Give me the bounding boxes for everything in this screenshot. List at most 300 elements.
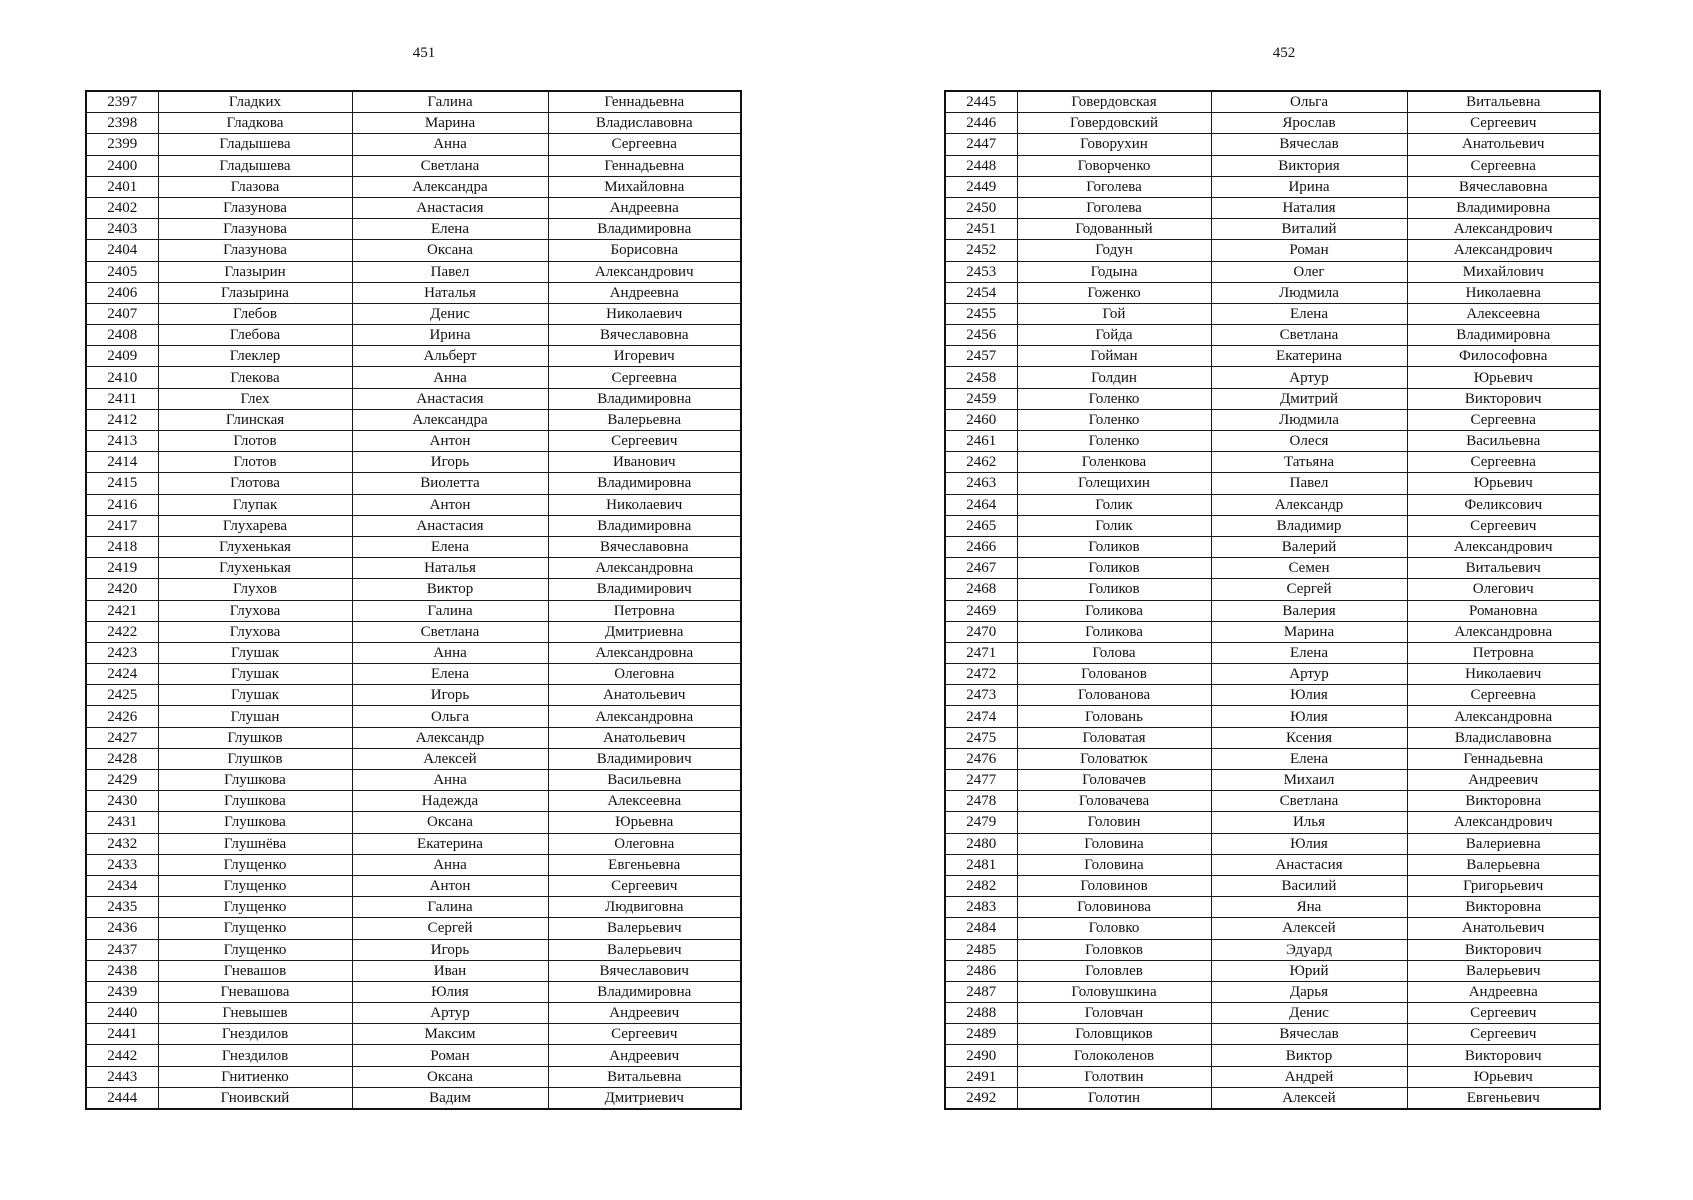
first-name-cell: Анна bbox=[352, 134, 548, 155]
patronymic-cell: Юрьевич bbox=[1407, 367, 1600, 388]
record-number-cell: 2399 bbox=[86, 134, 158, 155]
surname-cell: Глухов bbox=[158, 579, 352, 600]
first-name-cell: Людмила bbox=[1211, 409, 1407, 430]
patronymic-cell: Андреевич bbox=[548, 1045, 741, 1066]
patronymic-cell: Николаевич bbox=[548, 303, 741, 324]
surname-cell: Глущенко bbox=[158, 854, 352, 875]
first-name-cell: Илья bbox=[1211, 812, 1407, 833]
patronymic-cell: Сергеевна bbox=[1407, 409, 1600, 430]
table-row bbox=[86, 833, 741, 854]
record-number-cell: 2426 bbox=[86, 706, 158, 727]
first-name-cell: Анна bbox=[352, 367, 548, 388]
table-row bbox=[945, 240, 1600, 261]
record-number-cell: 2416 bbox=[86, 494, 158, 515]
record-number-cell: 2435 bbox=[86, 897, 158, 918]
first-name-cell: Людмила bbox=[1211, 282, 1407, 303]
surname-cell: Головина bbox=[1017, 854, 1211, 875]
surname-cell: Голоколенов bbox=[1017, 1045, 1211, 1066]
surname-cell: Говорченко bbox=[1017, 155, 1211, 176]
table-row bbox=[945, 621, 1600, 642]
table-row bbox=[86, 452, 741, 473]
first-name-cell: Елена bbox=[1211, 748, 1407, 769]
table-row bbox=[945, 452, 1600, 473]
table-row bbox=[945, 388, 1600, 409]
record-number-cell: 2491 bbox=[945, 1066, 1017, 1087]
table-row bbox=[945, 833, 1600, 854]
patronymic-cell: Николаевна bbox=[1407, 282, 1600, 303]
record-number-cell: 2451 bbox=[945, 219, 1017, 240]
record-number-cell: 2437 bbox=[86, 939, 158, 960]
record-number-cell: 2442 bbox=[86, 1045, 158, 1066]
first-name-cell: Василий bbox=[1211, 875, 1407, 896]
table-row bbox=[86, 1066, 741, 1087]
patronymic-cell: Владимировна bbox=[1407, 197, 1600, 218]
record-number-cell: 2412 bbox=[86, 409, 158, 430]
first-name-cell: Эдуард bbox=[1211, 939, 1407, 960]
patronymic-cell: Витальевна bbox=[548, 1066, 741, 1087]
table-row bbox=[945, 536, 1600, 557]
patronymic-cell: Александрович bbox=[1407, 219, 1600, 240]
record-number-cell: 2486 bbox=[945, 960, 1017, 981]
surname-cell: Гнитиенко bbox=[158, 1066, 352, 1087]
patronymic-cell: Сергеевна bbox=[1407, 452, 1600, 473]
first-name-cell: Анастасия bbox=[352, 197, 548, 218]
first-name-cell: Александра bbox=[352, 409, 548, 430]
record-number-cell: 2476 bbox=[945, 748, 1017, 769]
surname-cell: Головачева bbox=[1017, 791, 1211, 812]
surname-cell: Годына bbox=[1017, 261, 1211, 282]
record-number-cell: 2480 bbox=[945, 833, 1017, 854]
record-number-cell: 2490 bbox=[945, 1045, 1017, 1066]
record-number-cell: 2418 bbox=[86, 536, 158, 557]
surname-cell: Глех bbox=[158, 388, 352, 409]
patronymic-cell: Сергеевна bbox=[548, 367, 741, 388]
patronymic-cell: Михайловна bbox=[548, 176, 741, 197]
left-register-body bbox=[86, 91, 741, 1109]
first-name-cell: Надежда bbox=[352, 791, 548, 812]
surname-cell: Гладкова bbox=[158, 113, 352, 134]
record-number-cell: 2430 bbox=[86, 791, 158, 812]
surname-cell: Голотвин bbox=[1017, 1066, 1211, 1087]
record-number-cell: 2423 bbox=[86, 642, 158, 663]
surname-cell: Глекова bbox=[158, 367, 352, 388]
first-name-cell: Наталья bbox=[352, 282, 548, 303]
table-row bbox=[945, 791, 1600, 812]
record-number-cell: 2473 bbox=[945, 685, 1017, 706]
table-row bbox=[945, 219, 1600, 240]
patronymic-cell: Олегович bbox=[1407, 579, 1600, 600]
record-number-cell: 2441 bbox=[86, 1024, 158, 1045]
table-row bbox=[86, 1045, 741, 1066]
first-name-cell: Анастасия bbox=[1211, 854, 1407, 875]
surname-cell: Голещихин bbox=[1017, 473, 1211, 494]
record-number-cell: 2403 bbox=[86, 219, 158, 240]
record-number-cell: 2433 bbox=[86, 854, 158, 875]
patronymic-cell: Владимирович bbox=[548, 579, 741, 600]
table-row bbox=[86, 155, 741, 176]
table-row bbox=[86, 770, 741, 791]
record-number-cell: 2415 bbox=[86, 473, 158, 494]
first-name-cell: Алексей bbox=[1211, 918, 1407, 939]
table-row bbox=[945, 346, 1600, 367]
first-name-cell: Марина bbox=[1211, 621, 1407, 642]
table-row bbox=[86, 875, 741, 896]
record-number-cell: 2432 bbox=[86, 833, 158, 854]
surname-cell: Головинов bbox=[1017, 875, 1211, 896]
first-name-cell: Светлана bbox=[1211, 791, 1407, 812]
record-number-cell: 2489 bbox=[945, 1024, 1017, 1045]
record-number-cell: 2419 bbox=[86, 558, 158, 579]
patronymic-cell: Сергеевич bbox=[1407, 1024, 1600, 1045]
table-row bbox=[86, 791, 741, 812]
patronymic-cell: Сергеевич bbox=[1407, 1003, 1600, 1024]
record-number-cell: 2397 bbox=[86, 91, 158, 113]
patronymic-cell: Евгеньевна bbox=[548, 854, 741, 875]
surname-cell: Годун bbox=[1017, 240, 1211, 261]
record-number-cell: 2453 bbox=[945, 261, 1017, 282]
surname-cell: Глупак bbox=[158, 494, 352, 515]
surname-cell: Гневашов bbox=[158, 960, 352, 981]
surname-cell: Глеклер bbox=[158, 346, 352, 367]
table-row bbox=[86, 685, 741, 706]
table-row bbox=[86, 1087, 741, 1109]
surname-cell: Глущенко bbox=[158, 939, 352, 960]
patronymic-cell: Владимировна bbox=[548, 515, 741, 536]
page-number-right: 452 bbox=[1272, 45, 1296, 61]
record-number-cell: 2478 bbox=[945, 791, 1017, 812]
table-row bbox=[945, 960, 1600, 981]
first-name-cell: Иван bbox=[352, 960, 548, 981]
surname-cell: Глазунова bbox=[158, 240, 352, 261]
record-number-cell: 2449 bbox=[945, 176, 1017, 197]
table-row bbox=[945, 642, 1600, 663]
surname-cell: Голотин bbox=[1017, 1087, 1211, 1109]
table-row bbox=[86, 197, 741, 218]
surname-cell: Гоголева bbox=[1017, 176, 1211, 197]
table-row bbox=[945, 897, 1600, 918]
table-row bbox=[86, 409, 741, 430]
first-name-cell: Виктория bbox=[1211, 155, 1407, 176]
patronymic-cell: Александрович bbox=[1407, 536, 1600, 557]
record-number-cell: 2482 bbox=[945, 875, 1017, 896]
table-row bbox=[945, 579, 1600, 600]
surname-cell: Глушан bbox=[158, 706, 352, 727]
first-name-cell: Дарья bbox=[1211, 981, 1407, 1002]
table-row bbox=[86, 515, 741, 536]
patronymic-cell: Викторович bbox=[1407, 1045, 1600, 1066]
first-name-cell: Ирина bbox=[1211, 176, 1407, 197]
table-row bbox=[86, 91, 741, 113]
patronymic-cell: Игоревич bbox=[548, 346, 741, 367]
first-name-cell: Оксана bbox=[352, 812, 548, 833]
surname-cell: Глебов bbox=[158, 303, 352, 324]
surname-cell: Голенкова bbox=[1017, 452, 1211, 473]
table-row bbox=[945, 91, 1600, 113]
first-name-cell: Галина bbox=[352, 600, 548, 621]
table-row bbox=[945, 325, 1600, 346]
surname-cell: Гойман bbox=[1017, 346, 1211, 367]
table-row bbox=[86, 325, 741, 346]
table-row bbox=[86, 558, 741, 579]
patronymic-cell: Владиславовна bbox=[548, 113, 741, 134]
table-row bbox=[86, 981, 741, 1002]
table-row bbox=[945, 1045, 1600, 1066]
table-row bbox=[945, 494, 1600, 515]
patronymic-cell: Андреевич bbox=[548, 1003, 741, 1024]
surname-cell: Головачев bbox=[1017, 770, 1211, 791]
table-row bbox=[86, 621, 741, 642]
surname-cell: Гнездилов bbox=[158, 1024, 352, 1045]
table-row bbox=[945, 1024, 1600, 1045]
first-name-cell: Екатерина bbox=[1211, 346, 1407, 367]
table-row bbox=[945, 1003, 1600, 1024]
patronymic-cell: Владимировна bbox=[548, 981, 741, 1002]
patronymic-cell: Андреевич bbox=[1407, 770, 1600, 791]
table-row bbox=[945, 155, 1600, 176]
surname-cell: Голиков bbox=[1017, 579, 1211, 600]
record-number-cell: 2401 bbox=[86, 176, 158, 197]
first-name-cell: Ксения bbox=[1211, 727, 1407, 748]
first-name-cell: Артур bbox=[1211, 367, 1407, 388]
table-row bbox=[86, 431, 741, 452]
patronymic-cell: Вячеславовна bbox=[548, 536, 741, 557]
patronymic-cell: Викторовна bbox=[1407, 897, 1600, 918]
surname-cell: Глухарева bbox=[158, 515, 352, 536]
table-row bbox=[945, 812, 1600, 833]
record-number-cell: 2427 bbox=[86, 727, 158, 748]
first-name-cell: Владимир bbox=[1211, 515, 1407, 536]
surname-cell: Глушак bbox=[158, 664, 352, 685]
patronymic-cell: Сергеевич bbox=[1407, 515, 1600, 536]
first-name-cell: Елена bbox=[1211, 642, 1407, 663]
patronymic-cell: Николаевич bbox=[548, 494, 741, 515]
first-name-cell: Денис bbox=[352, 303, 548, 324]
record-number-cell: 2464 bbox=[945, 494, 1017, 515]
table-row bbox=[86, 473, 741, 494]
patronymic-cell: Александровна bbox=[1407, 706, 1600, 727]
first-name-cell: Андрей bbox=[1211, 1066, 1407, 1087]
patronymic-cell: Людвиговна bbox=[548, 897, 741, 918]
first-name-cell: Татьяна bbox=[1211, 452, 1407, 473]
surname-cell: Головков bbox=[1017, 939, 1211, 960]
patronymic-cell: Олеговна bbox=[548, 664, 741, 685]
surname-cell: Голенко bbox=[1017, 409, 1211, 430]
record-number-cell: 2463 bbox=[945, 473, 1017, 494]
record-number-cell: 2408 bbox=[86, 325, 158, 346]
record-number-cell: 2424 bbox=[86, 664, 158, 685]
surname-cell: Говорухин bbox=[1017, 134, 1211, 155]
table-row bbox=[945, 197, 1600, 218]
first-name-cell: Виктор bbox=[1211, 1045, 1407, 1066]
surname-cell: Гладких bbox=[158, 91, 352, 113]
table-row bbox=[945, 706, 1600, 727]
patronymic-cell: Валерьевна bbox=[1407, 854, 1600, 875]
first-name-cell: Юрий bbox=[1211, 960, 1407, 981]
record-number-cell: 2413 bbox=[86, 431, 158, 452]
table-row bbox=[945, 1066, 1600, 1087]
first-name-cell: Денис bbox=[1211, 1003, 1407, 1024]
patronymic-cell: Сергеевна bbox=[548, 134, 741, 155]
surname-cell: Голиков bbox=[1017, 536, 1211, 557]
first-name-cell: Сергей bbox=[1211, 579, 1407, 600]
surname-cell: Гоголева bbox=[1017, 197, 1211, 218]
first-name-cell: Семен bbox=[1211, 558, 1407, 579]
patronymic-cell: Юрьевич bbox=[1407, 473, 1600, 494]
table-row bbox=[945, 303, 1600, 324]
table-row bbox=[945, 939, 1600, 960]
patronymic-cell: Андреевна bbox=[1407, 981, 1600, 1002]
patronymic-cell: Феликсович bbox=[1407, 494, 1600, 515]
first-name-cell: Елена bbox=[352, 219, 548, 240]
table-row bbox=[86, 282, 741, 303]
patronymic-cell: Владимировна bbox=[548, 473, 741, 494]
patronymic-cell: Валерьевич bbox=[1407, 960, 1600, 981]
first-name-cell: Ольга bbox=[352, 706, 548, 727]
record-number-cell: 2484 bbox=[945, 918, 1017, 939]
record-number-cell: 2447 bbox=[945, 134, 1017, 155]
surname-cell: Глущенко bbox=[158, 875, 352, 896]
table-row bbox=[945, 981, 1600, 1002]
table-row bbox=[86, 367, 741, 388]
patronymic-cell: Валериевна bbox=[1407, 833, 1600, 854]
first-name-cell: Наталья bbox=[352, 558, 548, 579]
first-name-cell: Анастасия bbox=[352, 388, 548, 409]
record-number-cell: 2468 bbox=[945, 579, 1017, 600]
table-row bbox=[945, 918, 1600, 939]
record-number-cell: 2454 bbox=[945, 282, 1017, 303]
patronymic-cell: Дмитриевна bbox=[548, 621, 741, 642]
first-name-cell: Павел bbox=[352, 261, 548, 282]
table-row bbox=[86, 494, 741, 515]
first-name-cell: Галина bbox=[352, 897, 548, 918]
surname-cell: Глебова bbox=[158, 325, 352, 346]
right-register-body bbox=[945, 91, 1600, 1109]
record-number-cell: 2492 bbox=[945, 1087, 1017, 1109]
table-row bbox=[86, 113, 741, 134]
record-number-cell: 2444 bbox=[86, 1087, 158, 1109]
surname-cell: Глушкова bbox=[158, 791, 352, 812]
first-name-cell: Валерия bbox=[1211, 600, 1407, 621]
first-name-cell: Анастасия bbox=[352, 515, 548, 536]
surname-cell: Голованова bbox=[1017, 685, 1211, 706]
table-row bbox=[86, 642, 741, 663]
patronymic-cell: Александровна bbox=[548, 706, 741, 727]
record-number-cell: 2445 bbox=[945, 91, 1017, 113]
patronymic-cell: Викторович bbox=[1407, 939, 1600, 960]
table-row bbox=[945, 409, 1600, 430]
first-name-cell: Юлия bbox=[352, 981, 548, 1002]
patronymic-cell: Валерьевна bbox=[548, 409, 741, 430]
surname-cell: Глазова bbox=[158, 176, 352, 197]
record-number-cell: 2465 bbox=[945, 515, 1017, 536]
surname-cell: Глушкова bbox=[158, 770, 352, 791]
record-number-cell: 2448 bbox=[945, 155, 1017, 176]
surname-cell: Голикова bbox=[1017, 600, 1211, 621]
surname-cell: Голик bbox=[1017, 494, 1211, 515]
first-name-cell: Алексей bbox=[352, 748, 548, 769]
patronymic-cell: Геннадьевна bbox=[548, 91, 741, 113]
first-name-cell: Игорь bbox=[352, 452, 548, 473]
first-name-cell: Павел bbox=[1211, 473, 1407, 494]
surname-cell: Глотова bbox=[158, 473, 352, 494]
table-row bbox=[86, 536, 741, 557]
surname-cell: Головина bbox=[1017, 833, 1211, 854]
table-row bbox=[86, 960, 741, 981]
table-row bbox=[945, 431, 1600, 452]
patronymic-cell: Александрович bbox=[1407, 812, 1600, 833]
surname-cell: Головщиков bbox=[1017, 1024, 1211, 1045]
table-row bbox=[86, 388, 741, 409]
record-number-cell: 2407 bbox=[86, 303, 158, 324]
patronymic-cell: Олеговна bbox=[548, 833, 741, 854]
patronymic-cell: Николаевич bbox=[1407, 664, 1600, 685]
patronymic-cell: Валерьевич bbox=[548, 918, 741, 939]
patronymic-cell: Юрьевич bbox=[1407, 1066, 1600, 1087]
patronymic-cell: Алексеевна bbox=[548, 791, 741, 812]
record-number-cell: 2440 bbox=[86, 1003, 158, 1024]
first-name-cell: Яна bbox=[1211, 897, 1407, 918]
patronymic-cell: Сергеевич bbox=[548, 431, 741, 452]
first-name-cell: Ольга bbox=[1211, 91, 1407, 113]
first-name-cell: Максим bbox=[352, 1024, 548, 1045]
patronymic-cell: Васильевна bbox=[548, 770, 741, 791]
record-number-cell: 2425 bbox=[86, 685, 158, 706]
table-row bbox=[86, 261, 741, 282]
surname-cell: Гноивский bbox=[158, 1087, 352, 1109]
patronymic-cell: Евгеньевич bbox=[1407, 1087, 1600, 1109]
record-number-cell: 2422 bbox=[86, 621, 158, 642]
patronymic-cell: Александровна bbox=[1407, 621, 1600, 642]
surname-cell: Голдин bbox=[1017, 367, 1211, 388]
surname-cell: Головко bbox=[1017, 918, 1211, 939]
patronymic-cell: Сергеевич bbox=[548, 1024, 741, 1045]
table-row bbox=[86, 706, 741, 727]
record-number-cell: 2474 bbox=[945, 706, 1017, 727]
surname-cell: Голикова bbox=[1017, 621, 1211, 642]
record-number-cell: 2429 bbox=[86, 770, 158, 791]
patronymic-cell: Петровна bbox=[548, 600, 741, 621]
record-number-cell: 2428 bbox=[86, 748, 158, 769]
patronymic-cell: Андреевна bbox=[548, 282, 741, 303]
table-row bbox=[945, 282, 1600, 303]
table-row bbox=[945, 854, 1600, 875]
first-name-cell: Вадим bbox=[352, 1087, 548, 1109]
patronymic-cell: Борисовна bbox=[548, 240, 741, 261]
first-name-cell: Светлана bbox=[352, 155, 548, 176]
patronymic-cell: Владиславовна bbox=[1407, 727, 1600, 748]
record-number-cell: 2434 bbox=[86, 875, 158, 896]
surname-cell: Голованов bbox=[1017, 664, 1211, 685]
table-row bbox=[86, 219, 741, 240]
table-row bbox=[945, 473, 1600, 494]
table-row bbox=[86, 664, 741, 685]
record-number-cell: 2446 bbox=[945, 113, 1017, 134]
surname-cell: Головатая bbox=[1017, 727, 1211, 748]
patronymic-cell: Анатольевич bbox=[548, 727, 741, 748]
surname-cell: Головин bbox=[1017, 812, 1211, 833]
patronymic-cell: Сергеевна bbox=[1407, 155, 1600, 176]
first-name-cell: Александра bbox=[352, 176, 548, 197]
table-row bbox=[945, 134, 1600, 155]
patronymic-cell: Михайлович bbox=[1407, 261, 1600, 282]
record-number-cell: 2459 bbox=[945, 388, 1017, 409]
patronymic-cell: Философовна bbox=[1407, 346, 1600, 367]
table-row bbox=[945, 558, 1600, 579]
record-number-cell: 2414 bbox=[86, 452, 158, 473]
patronymic-cell: Владимировна bbox=[1407, 325, 1600, 346]
surname-cell: Глазырин bbox=[158, 261, 352, 282]
surname-cell: Голик bbox=[1017, 515, 1211, 536]
